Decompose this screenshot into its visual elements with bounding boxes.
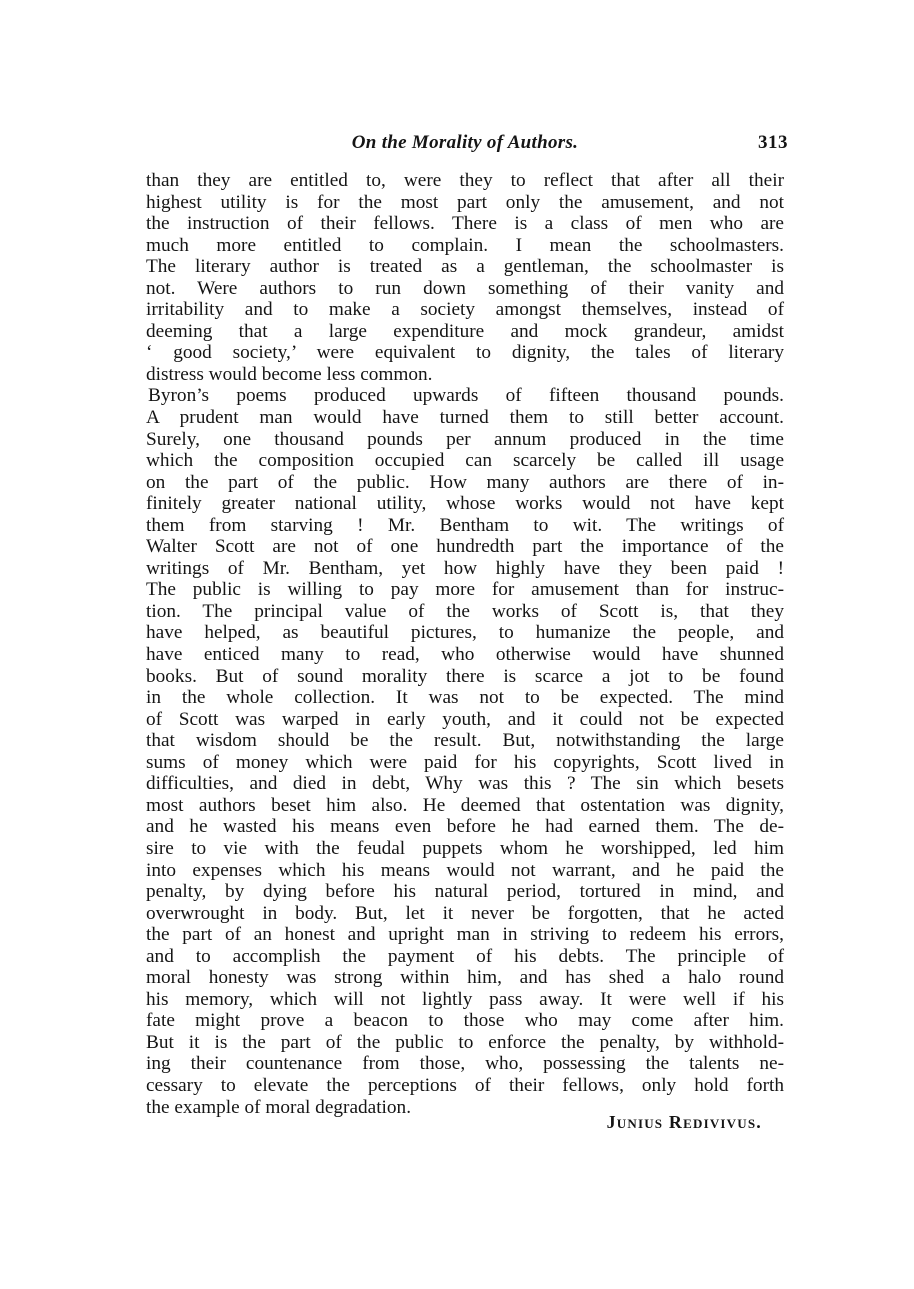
text-line: which the composition occupied can scarcely be called ill usage (146, 450, 784, 472)
text-line: sums of money which were paid for his copyrights, Scott lived in (146, 751, 784, 773)
text-line: writings of Mr. Bentham, yet how highly have they been paid ! (146, 557, 784, 579)
text-line: Walter Scott are not of one hundredth part the importance of the (146, 536, 784, 558)
text-line: than they are entitled to, were they to reflect that after all their (146, 170, 784, 191)
text-line: most authors beset him also. He deemed that ostentation was dignity, (146, 794, 784, 816)
text-line: in the whole collection. It was not to be expected. The mind (146, 687, 784, 709)
text-line: that wisdom should be the result. But, notwithstanding the large (146, 730, 784, 752)
text-line: The literary author is treated as a gentleman, the schoolmaster is (146, 256, 784, 278)
text-line: ing their countenance from those, who, possessing the talents ne- (146, 1053, 784, 1075)
text-line: Byron’s poems produced upwards of fifteen thousand pounds. (148, 385, 784, 407)
text-line: difficulties, and died in debt, Why was this ? The sin which besets (146, 773, 784, 795)
text-line: But it is the part of the public to enforce the penalty, by withhold- (146, 1031, 784, 1053)
page-number: 313 (758, 132, 788, 153)
text-line: on the part of the public. How many authors are there of in- (146, 471, 784, 493)
text-line: penalty, by dying before his natural period, tortured in mind, and (146, 881, 784, 903)
text-line: A prudent man would have turned them to still better account. (146, 407, 784, 429)
text-line: distress would become less common. (146, 363, 433, 385)
text-line: the part of an honest and upright man in striving to redeem his errors, (146, 924, 784, 946)
text-line: the example of moral degradation. (146, 1096, 412, 1118)
text-line: The public is willing to pay more for amusement than for instruc- (146, 579, 784, 601)
text-line: sire to vie with the feudal puppets whom he worshipped, led him (146, 837, 784, 859)
article-body (146, 170, 784, 1118)
text-line: the instruction of their fellows. There is a class of men who are (146, 213, 784, 235)
text-line: cessary to elevate the perceptions of their fellows, only hold forth (146, 1074, 784, 1096)
author-signature: Junius Redivivus. (606, 1112, 762, 1132)
text-line: not. Were authors to run down something of their vanity and (146, 277, 784, 299)
text-line: of Scott was warped in early youth, and it could not be expected (146, 708, 784, 730)
text-line: highest utility is for the most part only the amusement, and not (146, 191, 784, 213)
text-line: Surely, one thousand pounds per annum produced in the time (146, 428, 784, 450)
text-line: fate might prove a beacon to those who may come after him. (146, 1010, 784, 1032)
text-line: tion. The principal value of the works of Scott is, that they (146, 600, 784, 622)
text-line: and he wasted his means even before he had earned them. The de- (146, 816, 784, 838)
text-line: and to accomplish the payment of his debts. The principle of (146, 945, 784, 967)
text-line: ‘ good society,’ were equivalent to dignity, the tales of literary (146, 342, 784, 364)
text-line: have helped, as beautiful pictures, to humanize the people, and (146, 622, 784, 644)
text-line: irritability and to make a society amongst themselves, instead of (146, 299, 784, 321)
text-line: his memory, which will not lightly pass away. It were well if his (146, 988, 784, 1010)
text-line: finitely greater national utility, whose works would not have kept (146, 493, 784, 515)
running-title: On the Morality of Authors. (351, 132, 579, 153)
running-head (146, 132, 788, 162)
text-line: books. But of sound morality there is scarce a jot to be found (146, 665, 784, 687)
text-line: them from starving ! Mr. Bentham to wit. The writings of (146, 514, 784, 536)
text-line: have enticed many to read, who otherwise would have shunned (146, 644, 784, 666)
text-line: overwrought in body. But, let it never be forgotten, that he acted (146, 902, 784, 924)
text-line: moral honesty was strong within him, and has shed a halo round (146, 967, 784, 989)
text-line: deeming that a large expenditure and mock grandeur, amidst (146, 320, 784, 342)
text-line: into expenses which his means would not warrant, and he paid the (146, 859, 784, 881)
text-line: much more entitled to complain. I mean the schoolmasters. (146, 234, 784, 256)
